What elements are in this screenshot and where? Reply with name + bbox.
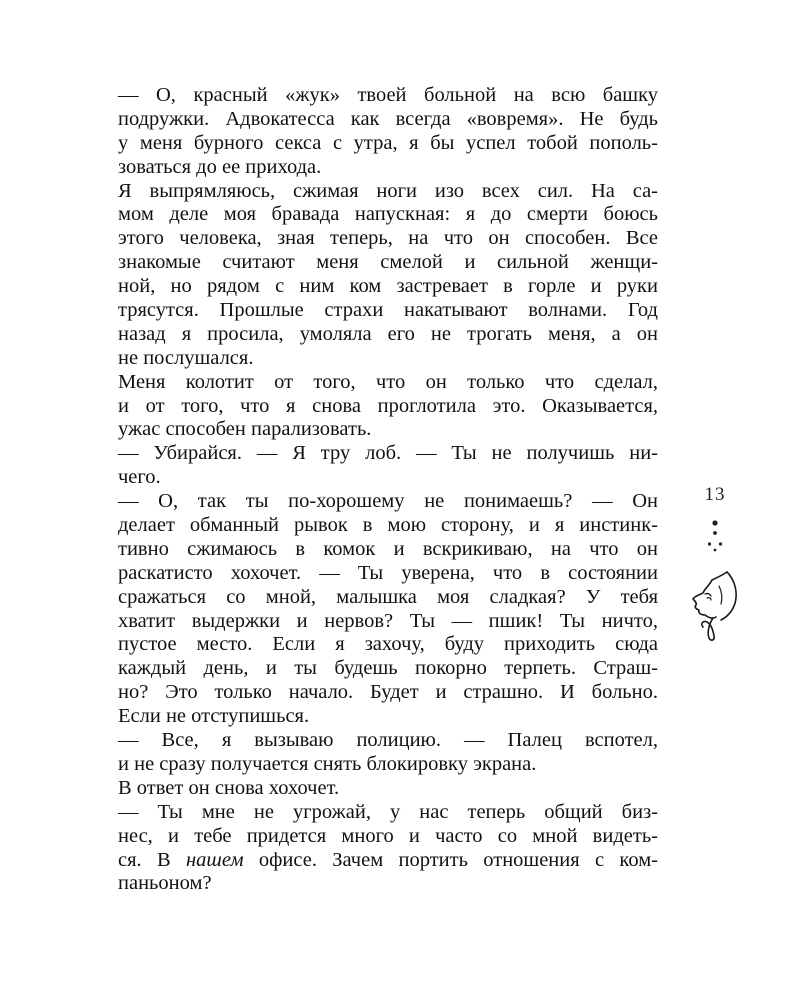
- text-line: — Ты мне не угрожай, у нас теперь общий биз-: [118, 800, 658, 823]
- text-line: — Убирайся. — Я тру лоб. — Ты не получишь ни-: [118, 442, 658, 465]
- text-line: трясутся. Прошлые страхи накатывают волнами. Год: [118, 299, 658, 322]
- text-line: сражаться со мной, малышка моя сладкая? У тебя: [118, 585, 658, 608]
- text-line: паньоном?: [118, 872, 212, 895]
- text-line: пустое место. Если я захочу, буду приходить сюда: [118, 633, 658, 656]
- text-line: — О, красный «жук» твоей больной на всю башку: [118, 84, 658, 106]
- text-line: чего.: [118, 466, 161, 489]
- page-number: 13: [704, 484, 726, 505]
- text-line: Если не отступишься.: [118, 705, 310, 728]
- text-line: делает обманный рывок в мою сторону, и я инстинк-: [118, 514, 658, 537]
- ornament-dots-icon: [700, 518, 730, 554]
- text-line: ужас способен парализовать.: [118, 418, 372, 441]
- text-line: назад я просила, умоляла его не трогать меня, а он: [118, 322, 658, 345]
- text-line: хватит выдержки и нервов? Ты — пшик! Ты ничто,: [118, 609, 658, 632]
- text-line: этого человека, зная теперь, на что он способен. Все: [118, 227, 658, 250]
- face-profile-illustration: [683, 566, 743, 646]
- text-line: и не сразу получается снять блокировку экрана.: [118, 752, 537, 775]
- text-line: ной, но рядом с ним ком застревает в горле и руки: [118, 275, 658, 298]
- text-line: у меня бурного секса с утра, я бы успел тобой пополь-: [118, 131, 658, 154]
- text-line: раскатисто хохочет. — Ты уверена, что в состоянии: [118, 561, 658, 584]
- text-line: подружки. Адвокатесса как всегда «вовремя». Не будь: [118, 107, 658, 130]
- text-line: — О, так ты по-хорошему не понимаешь? — Он: [118, 490, 658, 513]
- text-line: нес, и тебе придется много и часто со мной видеть-: [118, 824, 658, 847]
- text-line: тивно сжимаюсь в комок и вскрикиваю, на что он: [118, 537, 658, 560]
- text-line: мом деле моя бравада напускная: я до смерти боюсь: [118, 203, 658, 226]
- emphasis-word: нашем: [185, 848, 244, 871]
- text-line: В ответ он снова хохочет.: [118, 776, 340, 799]
- text-line: ся. В нашем офисе. Зачем портить отношения с ком-: [118, 848, 658, 871]
- text-line: не послушался.: [118, 346, 254, 369]
- text-line: но? Это только начало. Будет и страшно. И больно.: [118, 681, 658, 704]
- text-line: знакомые считают меня смелой и сильной женщи-: [118, 251, 658, 274]
- text-line: и от того, что я снова проглотила это. Оказывается,: [118, 394, 658, 417]
- text-line: Я выпрямляюсь, сжимая ноги изо всех сил. На са-: [118, 179, 658, 202]
- text-line: каждый день, и ты будешь покорно терпеть. Страш-: [118, 657, 658, 680]
- text-line: — Все, я вызываю полицию. — Палец вспотел,: [118, 729, 658, 752]
- text-line: Меня колотит от того, что он только что сделал,: [118, 370, 658, 393]
- text-line: зоваться до ее прихода.: [118, 155, 322, 178]
- body-text: [118, 84, 658, 896]
